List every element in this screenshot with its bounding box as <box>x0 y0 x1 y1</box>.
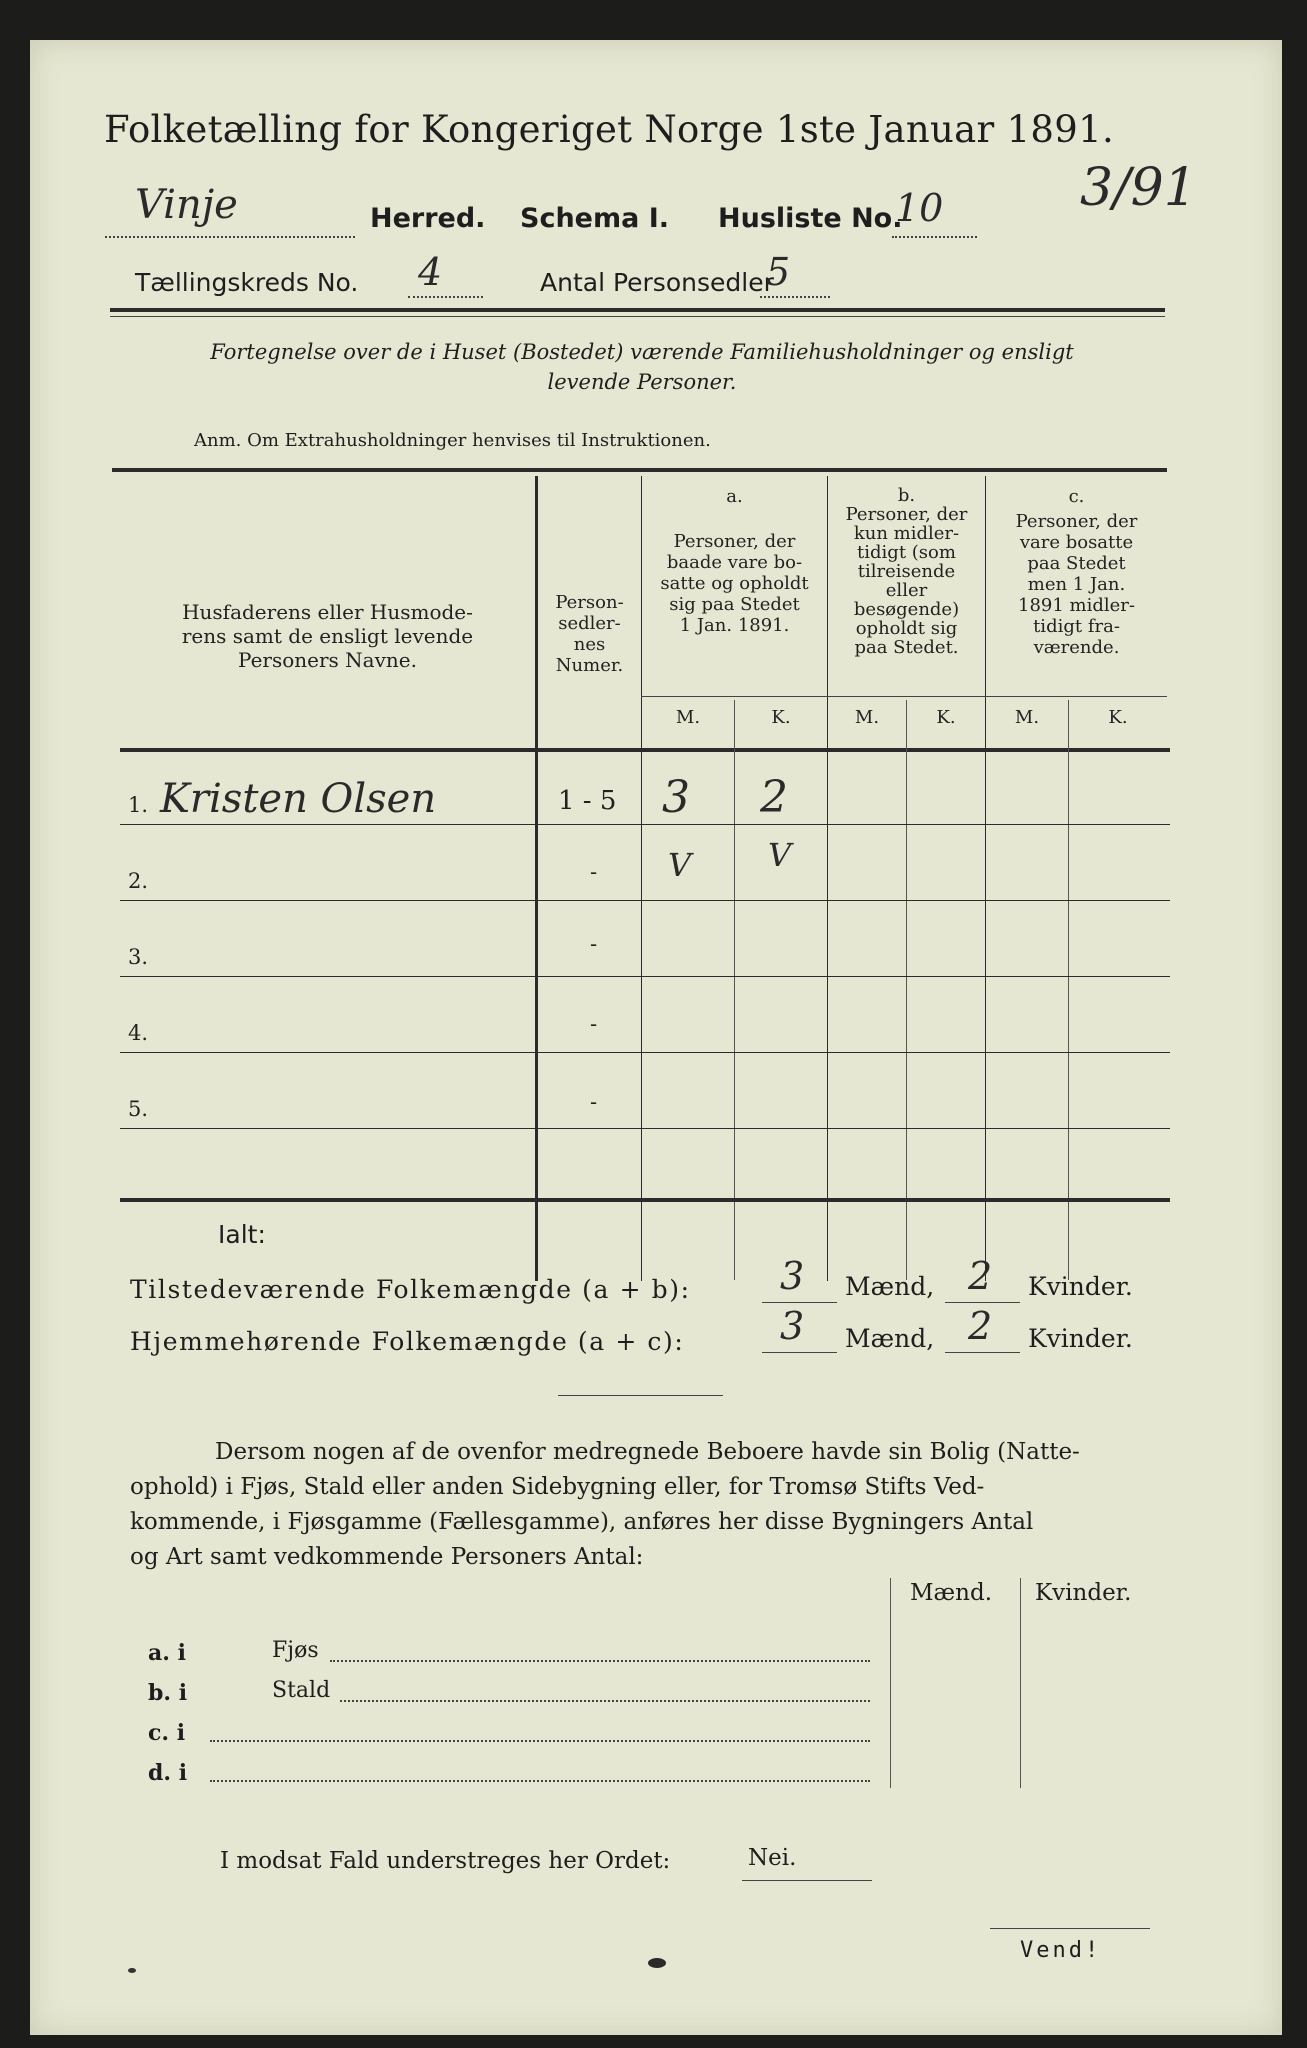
header-col-a-line: baade vare bo- <box>666 552 803 573</box>
outbuilding-item-key: d. i <box>148 1760 188 1786</box>
header-rule-thin <box>110 316 1165 317</box>
header-col-b-line: paa Stedet. <box>854 637 959 658</box>
total-present-men-line <box>762 1302 837 1303</box>
header-col-c-line: værende. <box>1033 637 1120 658</box>
col-divider-a-mk <box>734 700 735 1280</box>
header-col-c-line: tidigt fra- <box>1033 616 1120 637</box>
header-col-c <box>986 486 1167 658</box>
ialt-label: Ialt: <box>218 1220 266 1249</box>
header-col-b-line: opholdt sig <box>855 618 958 639</box>
total-present-label: Tilstedeværende Folkemængde (a + b): <box>130 1275 691 1304</box>
total-present-men: 3 <box>780 1254 805 1298</box>
header-b-k: K. <box>936 707 956 728</box>
row-number: 3. <box>128 945 149 969</box>
total-resident-men: 3 <box>780 1304 805 1348</box>
outbuilding-paragraph <box>130 1435 1140 1575</box>
outbuilding-line-2: ophold) i Fjøs, Stald eller anden Sidebygning eller, for Tromsø Stifts Ved- <box>130 1474 985 1500</box>
total-present-maend: Mænd, <box>845 1272 935 1301</box>
census-form-page <box>30 40 1282 2035</box>
header-col-c-line: paa Stedet <box>1027 553 1126 574</box>
row-number: 4. <box>128 1021 149 1045</box>
kreds-value: 4 <box>418 250 443 294</box>
outbuilding-item-key: c. i <box>148 1720 186 1746</box>
header-names <box>125 600 530 672</box>
ink-speck <box>128 1968 136 1973</box>
personsedler-label: Antal Personsedler <box>540 268 774 297</box>
row-number: 2. <box>128 869 149 893</box>
row-a-m: 3 <box>662 772 690 823</box>
row-sedler-num: - <box>590 860 598 884</box>
intro-line-2: levende Personer. <box>547 370 737 394</box>
schema-label: Schema I. <box>520 203 670 234</box>
outbuilding-line-4: og Art samt vedkommende Personers Antal: <box>130 1544 644 1570</box>
margin-note: 3/91 <box>1080 158 1197 218</box>
nei-underline <box>742 1880 872 1881</box>
header-col-b-line: Personer, der <box>845 504 968 525</box>
header-num-line: Person- <box>555 592 624 613</box>
header-c-m: M. <box>1014 707 1040 728</box>
herred-value: Vinje <box>135 182 238 228</box>
row-rule <box>120 976 1170 977</box>
header-col-b-line: kun midler- <box>853 523 960 544</box>
intro-line-1: Fortegnelse over de i Huset (Bostedet) værende Familiehusholdninger og ensligt <box>210 340 1074 364</box>
modsat-text: I modsat Fald understreges her Ordet: <box>220 1848 671 1874</box>
header-col-c-line: men 1 Jan. <box>1027 574 1126 595</box>
outbuilding-item-dots <box>340 1700 870 1702</box>
outbuilding-col-divider-1 <box>890 1578 891 1788</box>
header-col-c-letter: c. <box>1068 486 1085 507</box>
header-col-b-line: eller <box>885 580 928 601</box>
husliste-value: 10 <box>895 186 944 230</box>
kreds-dotted-line <box>408 296 483 298</box>
header-col-b <box>828 486 985 657</box>
section-divider <box>558 1395 723 1396</box>
header-num <box>538 592 641 676</box>
row-sedler-num: - <box>590 1090 598 1114</box>
row-rule <box>120 824 1170 825</box>
col-divider-c-mk <box>1068 700 1069 1280</box>
header-col-b-line: tidigt (som <box>857 542 956 563</box>
header-col-c-line: Personer, der <box>1015 511 1138 532</box>
header-col-c-line: vare bosatte <box>1019 532 1134 553</box>
row-rule <box>120 1128 1170 1129</box>
outbuilding-kvinder-header: Kvinder. <box>1035 1580 1132 1606</box>
outbuilding-item-dots <box>210 1780 870 1782</box>
total-present-women-line <box>945 1302 1020 1303</box>
header-names-line: Personers Navne. <box>238 648 417 672</box>
total-resident-men-line <box>762 1352 837 1353</box>
header-num-line: Numer. <box>555 655 624 676</box>
personsedler-dotted-line <box>760 296 830 298</box>
herred-label: Herred. <box>370 203 486 234</box>
header-a-m: M. <box>675 707 701 728</box>
header-names-line: Husfaderens eller Husmode- <box>182 600 473 624</box>
row-a-k-check: V <box>768 836 792 874</box>
total-resident-women: 2 <box>968 1304 993 1348</box>
header-b-m: M. <box>854 707 880 728</box>
total-resident-kvinder: Kvinder. <box>1028 1324 1133 1353</box>
outbuilding-line-1: Dersom nogen af de ovenfor medregnede Beboere havde sin Bolig (Natte- <box>215 1439 1080 1465</box>
ink-speck <box>648 1958 666 1968</box>
header-col-b-letter: b. <box>897 485 916 506</box>
row-name: Kristen Olsen <box>160 776 437 822</box>
outbuilding-col-divider-2 <box>1020 1578 1021 1788</box>
header-col-a <box>642 486 827 636</box>
outbuilding-item-key: b. i <box>148 1680 188 1706</box>
row-a-k: 2 <box>760 772 788 823</box>
total-present-women: 2 <box>968 1254 993 1298</box>
header-num-line: nes <box>573 634 606 655</box>
row-a-m-check: V <box>668 846 692 884</box>
total-resident-label: Hjemmehørende Folkemængde (a + c): <box>130 1327 685 1356</box>
header-col-b-line: besøgende) <box>853 599 960 620</box>
row-sedler-num: 1 - 5 <box>558 786 617 816</box>
total-resident-maend: Mænd, <box>845 1324 935 1353</box>
outbuilding-line-3: kommende, i Fjøsgamme (Fællesgamme), anføres her disse Bygningers Antal <box>130 1509 1034 1535</box>
row-number: 1. <box>128 793 149 817</box>
row-number: 5. <box>128 1097 149 1121</box>
row-rule <box>120 1052 1170 1053</box>
header-col-a-line: 1 Jan. 1891. <box>679 615 790 636</box>
row-rule <box>120 900 1170 901</box>
header-col-a-letter: a. <box>726 486 743 507</box>
total-present-kvinder: Kvinder. <box>1028 1272 1133 1301</box>
header-a-k: K. <box>771 707 791 728</box>
row-sedler-num: - <box>590 1012 598 1036</box>
header-rule <box>110 308 1165 312</box>
personsedler-value: 5 <box>766 250 791 294</box>
outbuilding-maend-header: Mænd. <box>910 1580 993 1606</box>
husliste-dotted-line <box>892 236 977 238</box>
husliste-label: Husliste No. <box>718 203 903 234</box>
outbuilding-item-label: Fjøs <box>272 1638 319 1663</box>
vend-rule <box>990 1928 1150 1929</box>
outbuilding-item-dots <box>210 1740 870 1742</box>
header-col-a-line: Personer, der <box>673 531 796 552</box>
header-col-c-line: 1891 midler- <box>1018 595 1135 616</box>
outbuilding-item-key: a. i <box>148 1640 186 1666</box>
total-resident-women-line <box>945 1352 1020 1353</box>
header-c-k: K. <box>1108 707 1128 728</box>
herred-dotted-line <box>105 236 355 238</box>
outbuilding-item-label: Stald <box>272 1678 331 1703</box>
table-top-rule <box>112 468 1167 472</box>
header-col-b-line: tilreisende <box>857 561 956 582</box>
nei-word: Nei. <box>748 1845 797 1871</box>
outbuilding-item-dots <box>330 1660 870 1662</box>
table-header-bottom-rule <box>120 748 1170 752</box>
form-title: Folketælling for Kongeriget Norge 1ste Januar 1891. <box>104 108 1114 151</box>
kreds-label: Tællingskreds No. <box>135 268 359 297</box>
mk-subheader-rule <box>641 696 1167 697</box>
vend-label: Vend! <box>1020 1938 1102 1963</box>
header-col-a-line: sig paa Stedet <box>669 594 800 615</box>
header-num-line: sedler- <box>558 613 621 634</box>
header-col-a-line: satte og opholdt <box>660 573 809 594</box>
table-bottom-rule <box>120 1198 1170 1202</box>
header-names-line: rens samt de ensligt levende <box>181 624 474 648</box>
anm-note: Anm. Om Extrahusholdninger henvises til Instruktionen. <box>194 430 711 451</box>
row-sedler-num: - <box>590 932 598 956</box>
col-divider-b-mk <box>906 700 907 1280</box>
